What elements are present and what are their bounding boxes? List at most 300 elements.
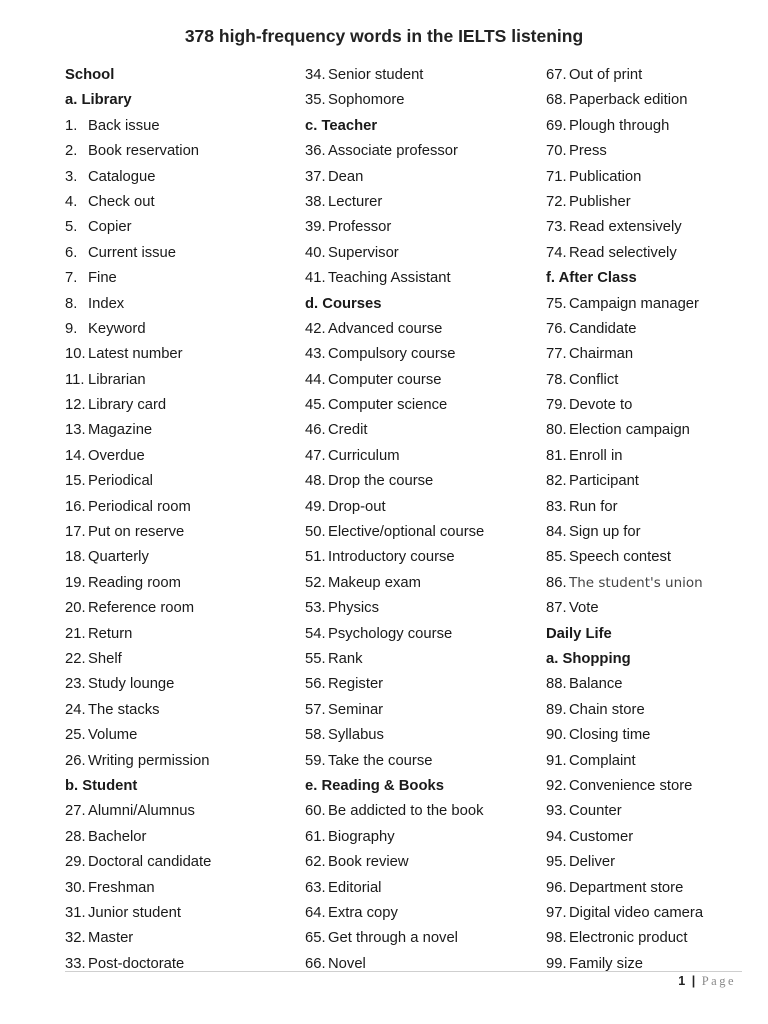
list-item xyxy=(546,63,756,88)
list-item xyxy=(65,114,295,139)
item-text: Copier xyxy=(88,219,132,236)
item-text: Volume xyxy=(88,727,138,744)
item-number: 37. xyxy=(305,168,326,185)
item-number: 60. xyxy=(305,803,326,820)
item-number: 41. xyxy=(305,270,326,287)
list-item xyxy=(546,495,756,520)
item-number: 63. xyxy=(305,879,326,896)
item-text: Take the course xyxy=(328,752,433,769)
section-heading: Daily Life xyxy=(546,625,612,642)
item-number: 68. xyxy=(546,92,567,109)
list-item xyxy=(305,139,535,164)
item-text: Convenience store xyxy=(569,777,693,794)
item-text: Curriculum xyxy=(328,447,400,464)
list-item xyxy=(65,672,295,697)
item-number: 66. xyxy=(305,955,326,972)
footer-separator: | xyxy=(691,974,696,988)
section-heading: School xyxy=(65,67,115,83)
list-item xyxy=(65,723,295,748)
item-number: 10. xyxy=(65,346,86,363)
item-text: Current issue xyxy=(88,244,176,261)
item-text: Candidate xyxy=(569,320,637,337)
item-text: Overdue xyxy=(88,447,145,464)
item-number: 74. xyxy=(546,244,567,261)
list-item xyxy=(546,545,756,570)
item-text: Speech contest xyxy=(569,549,672,566)
list-item xyxy=(305,88,535,113)
list-item xyxy=(65,850,295,875)
list-item xyxy=(65,215,295,240)
list-item xyxy=(65,241,295,266)
item-number: 28. xyxy=(65,828,86,845)
section-heading: f. After Class xyxy=(546,270,637,287)
item-text: Master xyxy=(88,930,134,947)
item-number: 73. xyxy=(546,219,567,236)
item-text: Compulsory course xyxy=(328,346,456,363)
item-text: Alumni/Alumnus xyxy=(88,803,195,820)
item-text: Department store xyxy=(569,879,684,896)
list-item xyxy=(305,723,535,748)
item-text: Supervisor xyxy=(328,244,399,261)
page-title: 378 high-frequency words in the IELTS listening xyxy=(184,26,584,46)
item-text: Librarian xyxy=(88,371,146,388)
item-text: Fine xyxy=(88,270,117,287)
item-text: Periodical room xyxy=(88,498,191,515)
item-text: Drop-out xyxy=(328,498,386,515)
list-item xyxy=(546,520,756,545)
item-text: Rank xyxy=(328,650,363,667)
list-item xyxy=(305,952,535,977)
item-number: 16. xyxy=(65,498,86,515)
list-item xyxy=(305,368,535,393)
list-item xyxy=(305,342,535,367)
item-text: Drop the course xyxy=(328,473,434,490)
item-text: Extra copy xyxy=(328,904,398,921)
item-text: Publisher xyxy=(569,193,631,210)
item-text: Book reservation xyxy=(88,143,200,160)
item-number: 40. xyxy=(305,244,326,261)
list-item xyxy=(305,444,535,469)
item-text: Back issue xyxy=(88,117,160,134)
list-item xyxy=(546,368,756,393)
item-text: Advanced course xyxy=(328,320,443,337)
item-number: 65. xyxy=(305,930,326,947)
list-item xyxy=(65,647,295,672)
page-footer xyxy=(678,974,736,989)
item-text: Professor xyxy=(328,219,392,236)
list-item xyxy=(305,672,535,697)
item-text: Shelf xyxy=(88,650,122,667)
item-number: 57. xyxy=(305,701,326,718)
item-text: Keyword xyxy=(88,320,146,337)
word-column-2 xyxy=(305,63,535,977)
list-item xyxy=(546,749,756,774)
list-item xyxy=(546,88,756,113)
list-item xyxy=(546,139,756,164)
item-number: 31. xyxy=(65,904,86,921)
list-item xyxy=(546,190,756,215)
item-text: Senior student xyxy=(328,67,424,83)
item-number: 90. xyxy=(546,727,567,744)
item-text: Out of print xyxy=(569,67,643,83)
item-text: Physics xyxy=(328,600,379,617)
list-item xyxy=(546,241,756,266)
item-number: 53. xyxy=(305,600,326,617)
item-text: Makeup exam xyxy=(328,574,421,591)
item-text: Post-doctorate xyxy=(88,955,185,972)
list-item xyxy=(546,596,756,621)
item-text: Biography xyxy=(328,828,395,845)
list-item xyxy=(65,393,295,418)
item-text: Computer course xyxy=(328,371,442,388)
list-item xyxy=(546,825,756,850)
item-number: 18. xyxy=(65,549,86,566)
item-number: 34. xyxy=(305,67,326,83)
item-number: 81. xyxy=(546,447,567,464)
item-number: 83. xyxy=(546,498,567,515)
item-number: 9. xyxy=(65,320,78,337)
item-number: 55. xyxy=(305,650,326,667)
item-number: 93. xyxy=(546,803,567,820)
item-number: 12. xyxy=(65,397,86,414)
item-number: 54. xyxy=(305,625,326,642)
item-number: 19. xyxy=(65,574,86,591)
list-item xyxy=(65,749,295,774)
item-number: 71. xyxy=(546,168,567,185)
list-item xyxy=(65,368,295,393)
item-text: Devote to xyxy=(569,397,633,414)
item-text: Enroll in xyxy=(569,447,623,464)
item-text: Deliver xyxy=(569,854,616,871)
list-item xyxy=(546,774,756,799)
item-number: 38. xyxy=(305,193,326,210)
item-number: 8. xyxy=(65,295,78,312)
item-text: Complaint xyxy=(569,752,636,769)
item-number: 62. xyxy=(305,854,326,871)
item-number: 88. xyxy=(546,676,567,693)
list-item xyxy=(305,926,535,951)
item-text: Reading room xyxy=(88,574,181,591)
item-text: Put on reserve xyxy=(88,524,185,541)
word-column-1 xyxy=(65,63,295,977)
item-number: 82. xyxy=(546,473,567,490)
list-item xyxy=(65,444,295,469)
item-text: Check out xyxy=(88,193,155,210)
item-text: Read selectively xyxy=(569,244,677,261)
list-item xyxy=(65,622,295,647)
item-text: Elective/optional course xyxy=(328,524,485,541)
list-item xyxy=(546,342,756,367)
list-item xyxy=(305,241,535,266)
item-text: Freshman xyxy=(88,879,155,896)
item-text: Read extensively xyxy=(569,219,682,236)
item-number: 11. xyxy=(65,371,85,388)
item-number: 64. xyxy=(305,904,326,921)
item-number: 46. xyxy=(305,422,326,439)
list-item xyxy=(305,876,535,901)
list-item xyxy=(546,876,756,901)
list-item xyxy=(546,317,756,342)
item-text: Writing permission xyxy=(88,752,210,769)
list-item xyxy=(305,622,535,647)
list-item xyxy=(305,901,535,926)
item-text: Paperback edition xyxy=(569,92,688,109)
item-number: 51. xyxy=(305,549,326,566)
item-text: Conflict xyxy=(569,371,619,388)
list-item xyxy=(65,342,295,367)
item-text: Balance xyxy=(569,676,623,693)
item-number: 5. xyxy=(65,219,78,236)
list-item xyxy=(65,876,295,901)
item-number: 26. xyxy=(65,752,86,769)
list-item xyxy=(305,317,535,342)
item-number: 48. xyxy=(305,473,326,490)
item-number: 47. xyxy=(305,447,326,464)
item-number: 24. xyxy=(65,701,86,718)
item-text: Participant xyxy=(569,473,639,490)
list-item xyxy=(305,495,535,520)
item-text: Digital video camera xyxy=(569,904,704,921)
item-number: 3. xyxy=(65,168,78,185)
page-number: 1 xyxy=(678,974,686,988)
item-text: Sign up for xyxy=(569,524,641,541)
item-number: 61. xyxy=(305,828,326,845)
item-text: Computer science xyxy=(328,397,448,414)
list-item xyxy=(546,799,756,824)
item-number: 43. xyxy=(305,346,326,363)
item-number: 80. xyxy=(546,422,567,439)
list-item xyxy=(305,520,535,545)
item-text: Library card xyxy=(88,397,167,414)
item-number: 45. xyxy=(305,397,326,414)
list-item xyxy=(65,495,295,520)
item-number: 97. xyxy=(546,904,567,921)
list-item xyxy=(65,190,295,215)
list-item xyxy=(546,114,756,139)
list-item xyxy=(65,596,295,621)
item-text: Dean xyxy=(328,168,364,185)
list-item xyxy=(546,393,756,418)
list-item xyxy=(305,190,535,215)
item-number: 72. xyxy=(546,193,567,210)
item-number: 33. xyxy=(65,955,86,972)
item-text: Junior student xyxy=(88,904,181,921)
item-text: Closing time xyxy=(569,727,651,744)
item-number: 17. xyxy=(65,524,86,541)
item-text: Introductory course xyxy=(328,549,455,566)
item-text: Book review xyxy=(328,854,409,871)
item-text: Associate professor xyxy=(328,143,458,160)
list-item xyxy=(305,799,535,824)
list-item xyxy=(305,418,535,443)
list-item xyxy=(546,723,756,748)
item-text: Plough through xyxy=(569,117,670,134)
item-text: The stacks xyxy=(88,701,160,718)
item-number: 58. xyxy=(305,727,326,744)
item-text: Lecturer xyxy=(328,193,383,210)
item-text: Customer xyxy=(569,828,634,845)
item-text: Psychology course xyxy=(328,625,453,642)
item-number: 78. xyxy=(546,371,567,388)
item-number: 96. xyxy=(546,879,567,896)
item-text: Chairman xyxy=(569,346,634,363)
list-item xyxy=(546,850,756,875)
list-item xyxy=(546,926,756,951)
item-text: Family size xyxy=(569,955,643,972)
list-item xyxy=(65,571,295,596)
list-item xyxy=(65,698,295,723)
list-item xyxy=(546,469,756,494)
page-label: Page xyxy=(701,974,736,988)
item-number: 70. xyxy=(546,143,567,160)
list-item xyxy=(65,545,295,570)
item-text: Reference room xyxy=(88,600,195,617)
item-number: 98. xyxy=(546,930,567,947)
item-number: 87. xyxy=(546,600,567,617)
list-item xyxy=(305,596,535,621)
item-number: 44. xyxy=(305,371,326,388)
item-text: Be addicted to the book xyxy=(328,803,484,820)
list-item xyxy=(305,63,535,88)
item-number: 86. xyxy=(546,574,567,591)
item-number: 6. xyxy=(65,244,78,261)
item-text: Study lounge xyxy=(88,676,175,693)
item-number: 20. xyxy=(65,600,86,617)
list-item xyxy=(305,266,535,291)
item-number: 49. xyxy=(305,498,326,515)
item-text: Electronic product xyxy=(569,930,688,947)
item-number: 2. xyxy=(65,143,78,160)
item-number: 91. xyxy=(546,752,567,769)
item-text: Quarterly xyxy=(88,549,149,566)
item-text: Get through a novel xyxy=(328,930,458,947)
list-item xyxy=(546,292,756,317)
item-number: 79. xyxy=(546,397,567,414)
list-item xyxy=(305,469,535,494)
item-number: 99. xyxy=(546,955,567,972)
item-number: 27. xyxy=(65,803,86,820)
item-number: 95. xyxy=(546,854,567,871)
item-number: 85. xyxy=(546,549,567,566)
item-text: Latest number xyxy=(88,346,183,363)
list-item xyxy=(65,799,295,824)
item-number: 84. xyxy=(546,524,567,541)
list-item xyxy=(305,393,535,418)
list-item xyxy=(305,545,535,570)
list-item xyxy=(65,165,295,190)
list-item xyxy=(305,165,535,190)
item-number: 22. xyxy=(65,650,86,667)
item-text: Doctoral candidate xyxy=(88,854,212,871)
item-text: Teaching Assistant xyxy=(328,270,451,287)
list-item xyxy=(546,444,756,469)
section-heading: c. Teacher xyxy=(305,117,378,134)
section-heading: a. Library xyxy=(65,92,132,109)
item-text: Counter xyxy=(569,803,622,820)
item-text: Periodical xyxy=(88,473,153,490)
list-item xyxy=(65,901,295,926)
item-number: 92. xyxy=(546,777,567,794)
item-number: 56. xyxy=(305,676,326,693)
list-item xyxy=(305,215,535,240)
item-number: 1. xyxy=(65,117,78,134)
list-item xyxy=(305,850,535,875)
item-number: 52. xyxy=(305,574,326,591)
item-text: Return xyxy=(88,625,133,642)
list-item xyxy=(546,165,756,190)
list-item xyxy=(546,901,756,926)
item-number: 32. xyxy=(65,930,86,947)
item-number: 76. xyxy=(546,320,567,337)
list-item xyxy=(305,825,535,850)
section-heading: d. Courses xyxy=(305,295,382,312)
list-item xyxy=(546,571,756,596)
item-number: 25. xyxy=(65,727,86,744)
word-column-3 xyxy=(546,63,756,977)
list-item xyxy=(546,672,756,697)
item-number: 7. xyxy=(65,270,78,287)
item-text: Vote xyxy=(569,600,599,617)
item-text: Novel xyxy=(328,955,366,972)
list-item xyxy=(65,266,295,291)
list-item xyxy=(305,571,535,596)
footer-divider xyxy=(65,971,742,972)
item-number: 15. xyxy=(65,473,86,490)
item-number: 30. xyxy=(65,879,86,896)
item-text: Sophomore xyxy=(328,92,405,109)
item-text: Catalogue xyxy=(88,168,156,185)
list-item xyxy=(65,520,295,545)
item-number: 50. xyxy=(305,524,326,541)
item-number: 14. xyxy=(65,447,86,464)
section-heading: b. Student xyxy=(65,777,138,794)
item-number: 75. xyxy=(546,295,567,312)
list-item xyxy=(546,698,756,723)
item-number: 42. xyxy=(305,320,326,337)
list-item xyxy=(65,139,295,164)
item-text: Publication xyxy=(569,168,642,185)
item-number: 23. xyxy=(65,676,86,693)
item-number: 39. xyxy=(305,219,326,236)
item-number: 36. xyxy=(305,143,326,160)
item-text: Run for xyxy=(569,498,618,515)
list-item xyxy=(65,418,295,443)
item-text: Magazine xyxy=(88,422,153,439)
item-number: 13. xyxy=(65,422,86,439)
list-item xyxy=(65,469,295,494)
item-number: 35. xyxy=(305,92,326,109)
list-item xyxy=(65,292,295,317)
item-text: Campaign manager xyxy=(569,295,699,312)
item-text: Register xyxy=(328,676,384,693)
item-number: 4. xyxy=(65,193,78,210)
section-heading: a. Shopping xyxy=(546,650,631,667)
item-number: 69. xyxy=(546,117,567,134)
list-item xyxy=(305,698,535,723)
item-text: Press xyxy=(569,143,607,160)
item-text: Bachelor xyxy=(88,828,147,845)
list-item xyxy=(65,317,295,342)
item-text: Syllabus xyxy=(328,727,384,744)
list-item xyxy=(65,952,295,977)
list-item xyxy=(65,825,295,850)
item-number: 94. xyxy=(546,828,567,845)
item-text: Election campaign xyxy=(569,422,690,439)
list-item xyxy=(65,926,295,951)
item-text: Credit xyxy=(328,422,368,439)
list-item xyxy=(305,749,535,774)
item-text: The student's union xyxy=(569,574,703,591)
